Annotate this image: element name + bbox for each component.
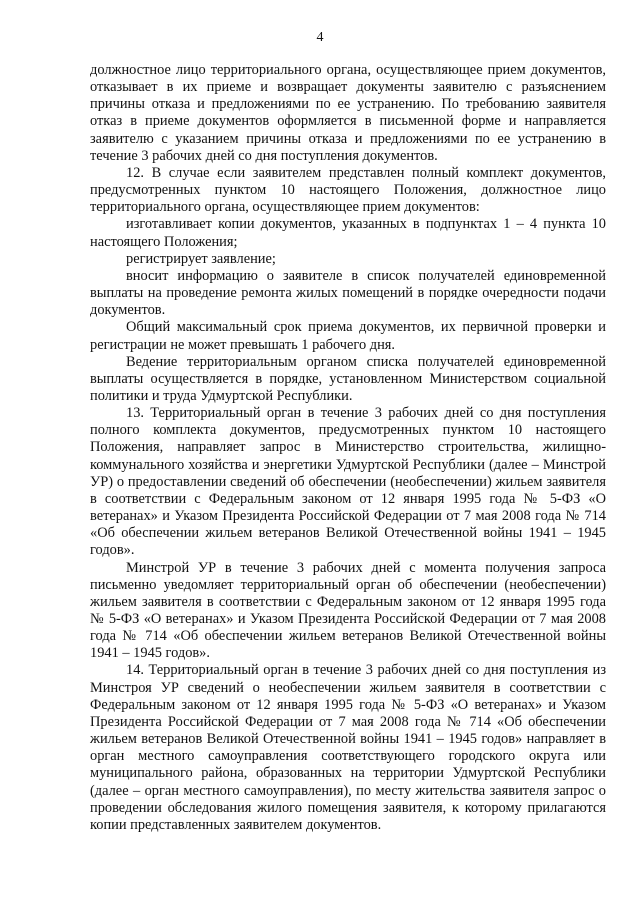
paragraph-make-copies: изготавливает копии документов, указанных в подпунктах 1 – 4 пункта 10 настоящего Положения; <box>90 216 606 250</box>
paragraph-register: регистрирует заявление; <box>126 250 276 267</box>
paragraph-item-14: 14. Территориальный орган в течение 3 рабочих дней со дня поступления из Минстроя УР сведений о необеспечении жильем заявителя в соответствии с Федеральным законом от 12 января 1995 года № 5-ФЗ «О ветеранах» и Указом Президента Российской Федерации от 7 мая 2008 года № 714 «Об обеспечении жильем ветеранов Великой Отечественной войны 1941 – 1945 годов» направляет в орган местного самоуправления соответствующего городского округа или муниципального района, образованных на территории Удмуртской Республики (далее – орган местного самоуправления), по месту жительства заявителя запрос о проведении обследования жилого помещения заявителя, к которому прилагаются копии представленных заявителем документов. <box>90 662 606 833</box>
paragraph-max-term: Общий максимальный срок приема документов, их первичной проверки и регистрации не может превышать 1 рабочего дня. <box>90 319 606 353</box>
paragraph-list-keeping: Ведение территориальным органом списка получателей единовременной выплаты осуществляется в порядке, установленном Министерством социальной политики и труда Удмуртской Республики. <box>90 353 606 404</box>
paragraph-continuation: должностное лицо территориального органа, осуществляющее прием документов, отказывает в их приеме и возвращает документы заявителю с разъяснением причины отказа и предложениями по ее устранению. По требованию заявителя отказ в приеме документов оформляется в письменной форме и направляется заявителю с указанием причины отказа и предложениями по ее устранению в течение 3 рабочих дней со дня поступления документов. <box>90 62 606 164</box>
document-body <box>90 62 606 834</box>
paragraph-item-13: 13. Территориальный орган в течение 3 рабочих дней со дня поступления полного комплекта документов, предусмотренных пунктом 10 настоящего Положения, направляет запрос в Министерство строительства, жилищно-коммунального хозяйства и энергетики Удмуртской Республики (далее – Минстрой УР) о предоставлении сведений об обеспечении (необеспечении) жильем заявителя в соответствии с Федеральным законом от 12 января 1995 года № 5-ФЗ «О ветеранах» и Указом Президента Российской Федерации от 7 мая 2008 года № 714 «Об обеспечении жильем ветеранов Великой Отечественной войны 1941 – 1945 годов». <box>90 405 606 559</box>
paragraph-item-12: 12. В случае если заявителем представлен полный комплект документов, предусмотренных пунктом 10 настоящего Положения, должностное лицо территориального органа, осуществляющее прием документов: <box>90 164 606 216</box>
page-number: 4 <box>316 30 324 45</box>
paragraph-add-to-list: вносит информацию о заявителе в список получателей единовременной выплаты на проведение ремонта жилых помещений в порядке очередности подачи документов. <box>90 267 606 319</box>
paragraph-minstroy-notice: Минстрой УР в течение 3 рабочих дней с момента получения запроса письменно уведомляет территориальный орган об обеспечении (необеспечении) жильем заявителя в соответствии с Федеральным законом от 12 января 1995 года № 5-ФЗ «О ветеранах» и Указом Президента Российской Федерации от 7 мая 2008 года № 714 «Об обеспечении жильем ветеранов Великой Отечественной войны 1941 – 1945 годов». <box>90 559 606 662</box>
